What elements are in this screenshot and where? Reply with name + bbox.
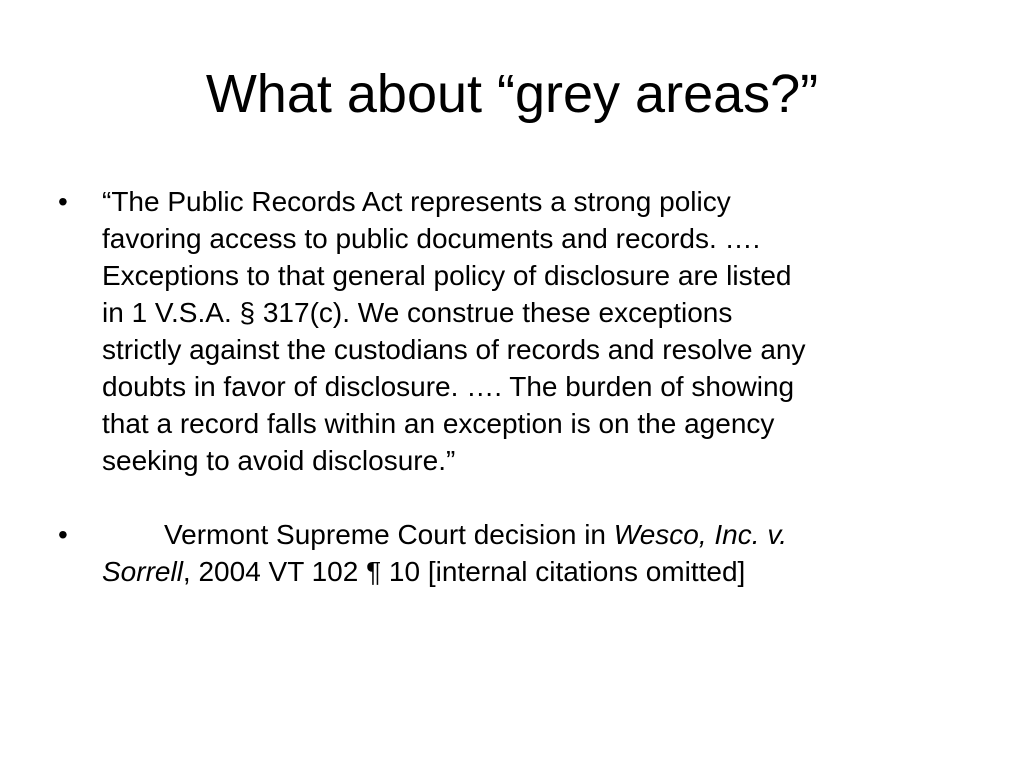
citation-suffix: , 2004 VT 102 ¶ 10 [internal citations omitted] xyxy=(182,556,746,587)
bullet-icon: • xyxy=(58,519,68,550)
bullet-list xyxy=(58,183,978,590)
quote-text: “The Public Records Act represents a strong policy favoring access to public documents and records. …. Exceptions to that general policy of disclosure are listed in 1 V.S.A. § 317(c). We construe these exceptions strictly against the custodians of records and resolve any doubts in favor of disclosure. …. The burden of showing that a record falls within an exception is on the agency seeking to avoid disclosure.” xyxy=(102,186,806,476)
citation-prefix: Vermont Supreme Court decision in xyxy=(164,519,614,550)
slide-title: What about “grey areas?” xyxy=(205,64,819,124)
case-name-part-1: Wesco, Inc. v. xyxy=(613,519,788,550)
quote-bullet xyxy=(58,183,978,479)
bullet-icon: • xyxy=(58,186,68,217)
citation-bullet xyxy=(58,516,978,590)
case-name-part-2: Sorrell xyxy=(102,556,183,587)
